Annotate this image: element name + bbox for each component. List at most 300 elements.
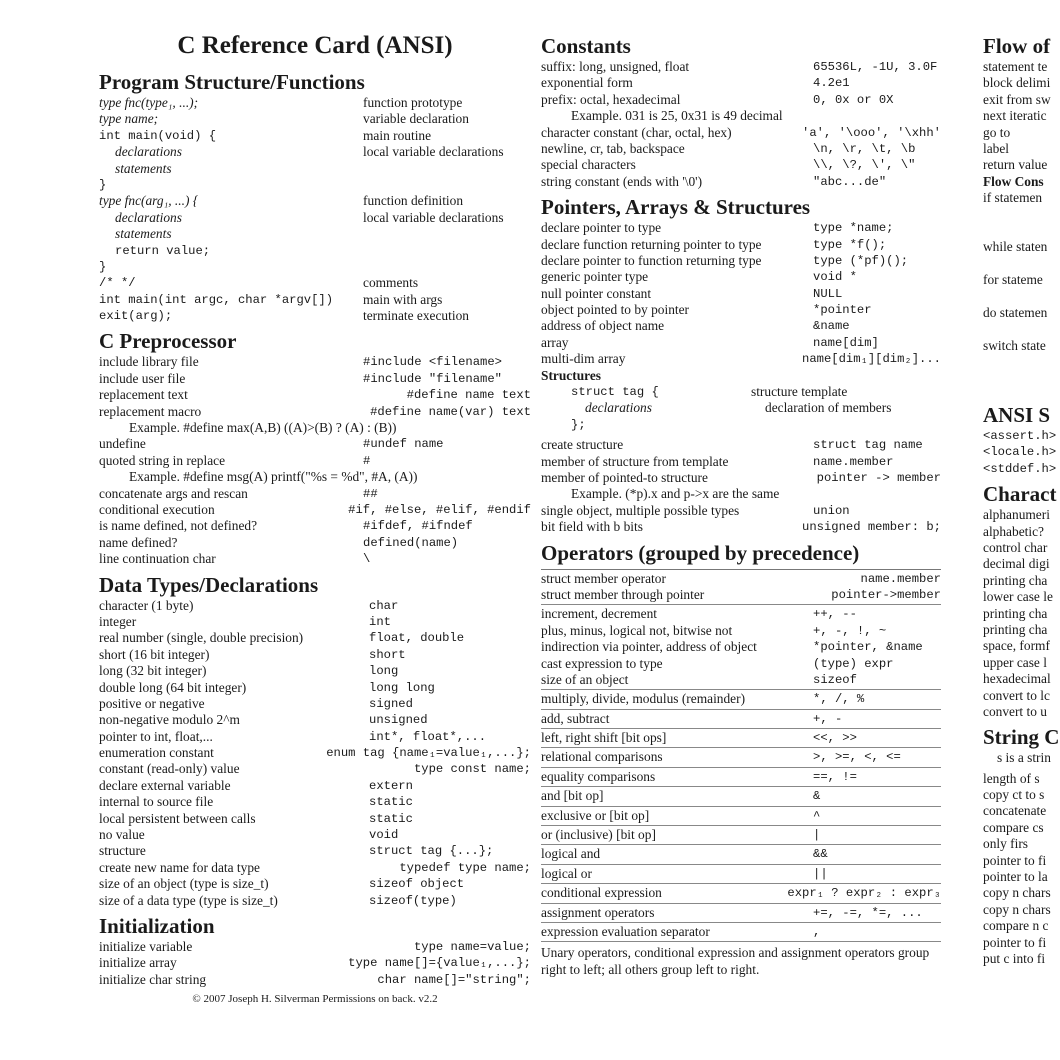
constant-row xyxy=(541,75,941,91)
code-text: #ifdef, #ifndef xyxy=(363,519,473,534)
description-text: conditional expression xyxy=(541,885,662,901)
column-1 xyxy=(99,0,531,1005)
operator-row xyxy=(541,623,941,639)
section-heading: String C xyxy=(983,725,1060,750)
code-text: #include <filename> xyxy=(363,355,502,370)
description-text: increment, decrement xyxy=(541,606,657,622)
code-text: declarations xyxy=(115,209,182,225)
code-text: return value; xyxy=(115,243,211,258)
header-file-row xyxy=(983,461,1060,477)
code-text: name[dim₁][dim₂]... xyxy=(802,352,941,367)
code-text: sizeof object xyxy=(369,877,465,892)
section-preprocessor xyxy=(99,328,531,567)
datatype-row xyxy=(99,647,531,663)
description-text: replacement text xyxy=(99,387,188,403)
datatype-row xyxy=(99,876,531,892)
text: for stateme xyxy=(983,272,1043,288)
description-text: local variable declarations xyxy=(363,209,504,225)
flow-row xyxy=(983,92,1060,108)
description-text: main routine xyxy=(363,127,432,143)
datatype-row xyxy=(99,663,531,679)
operator-row xyxy=(541,691,941,707)
description-text: is name defined, not defined? xyxy=(99,518,258,534)
header-file-row xyxy=(983,444,1060,460)
code-text: void * xyxy=(813,270,857,285)
operator-row xyxy=(541,866,941,882)
description-text: or (inclusive) [bit op] xyxy=(541,827,656,843)
code-text: type name=value; xyxy=(413,939,531,954)
text: label xyxy=(983,140,1010,156)
text: length of s xyxy=(983,770,1040,786)
flow-construction-row xyxy=(983,239,1060,255)
code-text: extern xyxy=(369,778,413,793)
datatype-row xyxy=(99,729,531,745)
string-op-row xyxy=(983,951,1060,967)
code-text: type name; xyxy=(99,111,159,127)
code-text: exit(arg); xyxy=(99,309,173,324)
section-string-operations xyxy=(983,724,1060,967)
description-text: create new name for data type xyxy=(99,859,260,875)
operator-code: *, /, % xyxy=(813,692,865,707)
operator-code: ++, -- xyxy=(813,607,857,622)
operator-code: ==, != xyxy=(813,769,857,784)
description-text: positive or negative xyxy=(99,695,205,711)
constant-row xyxy=(541,92,941,108)
operator-code: +, - xyxy=(813,711,843,726)
description-text: enumeration constant xyxy=(99,745,214,761)
code-text: char xyxy=(369,598,399,613)
description-text: long (32 bit integer) xyxy=(99,663,207,679)
code-text: \\, \?, \', \" xyxy=(813,158,916,173)
preprocessor-row xyxy=(99,518,531,534)
description-text: struct member operator xyxy=(541,570,666,586)
structure-op-row xyxy=(541,470,941,486)
text: space, formf xyxy=(983,638,1050,654)
description-text: newline, cr, tab, backspace xyxy=(541,140,685,156)
code-text: static xyxy=(369,811,413,826)
flow-construction-row xyxy=(983,207,1060,223)
text: lower case le xyxy=(983,589,1053,605)
code-text: typedef type name; xyxy=(399,860,531,875)
description-text: declare pointer to type xyxy=(541,220,662,236)
text: convert to lc xyxy=(983,687,1050,703)
operator-row xyxy=(541,769,941,785)
description-text: member of structure from template xyxy=(541,453,729,469)
text: printing cha xyxy=(983,572,1048,588)
operator-group xyxy=(541,826,941,845)
description-text: terminate execution xyxy=(363,308,469,324)
datatype-row xyxy=(99,630,531,646)
code-text: long xyxy=(369,664,399,679)
preprocessor-row xyxy=(99,436,531,452)
flow-construction-row xyxy=(983,272,1060,288)
code-text: #include "filename" xyxy=(363,371,502,386)
example-line: Example. #define max(A,B) ((A)>(B) ? (A) : (B)) xyxy=(129,420,397,436)
description-text: declaration of members xyxy=(765,400,892,416)
code-text: statements xyxy=(115,160,172,176)
description-text: member of pointed-to structure xyxy=(541,470,708,485)
operators-note: Unary operators, conditional expression and assignment operators group right to left; all others group left to right. xyxy=(541,945,930,978)
text: decimal digi xyxy=(983,556,1050,572)
description-text: generic pointer type xyxy=(541,269,649,285)
code-text: signed xyxy=(369,696,413,711)
flow-row xyxy=(983,157,1060,173)
text: hexadecimal xyxy=(983,671,1051,687)
string-op-row xyxy=(983,853,1060,869)
code-text: } xyxy=(99,177,107,192)
code-text: type fnc(type₁, ...); xyxy=(99,95,199,110)
operator-code: (type) expr xyxy=(813,656,894,671)
section-heading: C Preprocessor xyxy=(99,329,237,354)
description-text: initialize array xyxy=(99,955,177,971)
string-op-row xyxy=(983,935,1060,951)
text: copy n chars xyxy=(983,901,1051,917)
operator-row xyxy=(541,571,941,587)
char-test-row xyxy=(983,671,1060,687)
text: do statemen xyxy=(983,304,1048,320)
flow-construction-row xyxy=(983,256,1060,272)
description-text: logical and xyxy=(541,846,601,862)
section-heading: Flow of xyxy=(983,34,1051,58)
code-text: int xyxy=(369,614,391,629)
constant-row xyxy=(541,59,941,75)
section-program-structure xyxy=(99,69,531,324)
operator-group xyxy=(541,787,941,806)
description-text: equality comparisons xyxy=(541,768,656,784)
description-text: double long (64 bit integer) xyxy=(99,679,247,695)
structure-op-row xyxy=(541,454,941,470)
datatype-row xyxy=(99,680,531,696)
description-text: logical or xyxy=(541,865,592,881)
program-row xyxy=(99,226,531,242)
operator-row xyxy=(541,639,941,655)
operator-code: && xyxy=(813,847,828,862)
description-text: string constant (ends with '\0') xyxy=(541,173,703,189)
text: printing cha xyxy=(983,621,1048,637)
program-row xyxy=(99,210,531,226)
program-row xyxy=(99,128,531,144)
program-row xyxy=(99,275,531,291)
code-text: name[dim] xyxy=(813,335,879,350)
description-text: name defined? xyxy=(99,534,178,550)
description-text: structure template xyxy=(751,384,848,400)
code-text: 0, 0x or 0X xyxy=(813,92,894,107)
flow-row xyxy=(983,125,1060,141)
operator-row xyxy=(541,808,941,824)
code-text: /* */ xyxy=(99,276,136,291)
program-row xyxy=(99,308,531,324)
datatype-row xyxy=(99,811,531,827)
description-text: no value xyxy=(99,827,145,843)
description-text: comments xyxy=(363,275,419,291)
structure-op-row xyxy=(541,437,941,453)
operator-row xyxy=(541,749,941,765)
text: exit from sw xyxy=(983,91,1051,107)
datatype-row xyxy=(99,745,531,761)
text: compare cs xyxy=(983,819,1044,835)
string-op-row xyxy=(983,885,1060,901)
section-pointers xyxy=(541,194,941,535)
subheading-structures: Structures xyxy=(541,367,602,383)
pointer-row xyxy=(541,318,941,334)
description-text: suffix: long, unsigned, float xyxy=(541,59,690,74)
operator-code: pointer->member xyxy=(831,587,941,602)
structure-op-row xyxy=(541,503,941,519)
description-text: array xyxy=(541,334,569,350)
description-text: declare pointer to function returning type xyxy=(541,252,762,268)
description-text: include user file xyxy=(99,370,186,386)
operator-group xyxy=(541,748,941,767)
operator-code: +, -, !, ~ xyxy=(813,623,887,638)
operator-code: & xyxy=(813,789,821,804)
section-constants xyxy=(541,33,941,190)
preprocessor-row xyxy=(99,404,531,420)
string-op-row xyxy=(983,918,1060,934)
description-text: and [bit op] xyxy=(541,788,604,804)
char-test-row xyxy=(983,655,1060,671)
code-text: unsigned member: b; xyxy=(802,520,941,535)
preprocessor-row xyxy=(99,502,531,518)
description-text: address of object name xyxy=(541,318,665,334)
text: only firs xyxy=(983,836,1029,852)
preprocessor-row xyxy=(99,486,531,502)
operator-row xyxy=(541,827,941,843)
description-text: constant (read-only) value xyxy=(99,761,240,777)
text: <locale.h> xyxy=(983,445,1057,460)
code-text: #define name(var) text xyxy=(370,404,531,419)
description-text: size of an object xyxy=(541,671,629,687)
code-text: type *f(); xyxy=(813,237,887,252)
card-title: C Reference Card (ANSI) xyxy=(177,32,453,59)
header-file-row xyxy=(983,428,1060,444)
description-text: multi-dim array xyxy=(541,351,626,367)
char-test-row xyxy=(983,704,1060,720)
char-test-row xyxy=(983,507,1060,523)
description-text: add, subtract xyxy=(541,710,610,726)
preprocessor-row xyxy=(99,535,531,551)
code-text: NULL xyxy=(813,286,843,301)
flow-construction-row xyxy=(983,288,1060,304)
description-text: indirection via pointer, address of object xyxy=(541,639,757,655)
section-heading: Constants xyxy=(541,34,631,58)
program-row xyxy=(99,243,531,259)
text: if statemen xyxy=(983,190,1043,206)
code-text: union xyxy=(813,503,850,518)
preprocessor-row xyxy=(99,387,531,403)
operator-code: name.member xyxy=(860,571,941,586)
pointer-row xyxy=(541,269,941,285)
code-text: } xyxy=(99,259,107,274)
code-text: 4.2e1 xyxy=(813,76,850,91)
text: go to xyxy=(983,124,1011,140)
text: switch state xyxy=(983,337,1046,353)
operator-row xyxy=(541,788,941,804)
description-text: short (16 bit integer) xyxy=(99,646,210,662)
preprocessor-row xyxy=(99,354,531,370)
char-test-row xyxy=(983,622,1060,638)
operator-code: expr₁ ? expr₂ : expr₃ xyxy=(787,886,941,901)
operator-code: >, >=, <, <= xyxy=(813,750,901,765)
code-text: type const name; xyxy=(413,762,531,777)
string-op-row xyxy=(983,820,1060,836)
pointer-row xyxy=(541,253,941,269)
section-heading: Operators (grouped by precedence) xyxy=(541,540,860,565)
description-text: exponential form xyxy=(541,75,633,91)
program-row xyxy=(99,161,531,177)
constant-row xyxy=(541,141,941,157)
description-text: pointer to int, float,... xyxy=(99,728,213,744)
text: concatenate xyxy=(983,803,1047,819)
string-op-row xyxy=(983,771,1060,787)
char-test-row xyxy=(983,540,1060,556)
section-heading: Initialization xyxy=(99,913,215,938)
flow-construction-row xyxy=(983,190,1060,206)
section-character-class-tests xyxy=(983,481,1060,720)
section-heading: Data Types/Declarations xyxy=(99,572,319,597)
description-text: special characters xyxy=(541,157,636,173)
code-text: #if, #else, #elif, #endif xyxy=(348,502,531,517)
description-text: exclusive or [bit op] xyxy=(541,807,650,823)
example-line: Example. 031 is 25, 0x31 is 49 decimal xyxy=(571,108,783,124)
description-text xyxy=(363,243,531,259)
code-text: "abc...de" xyxy=(813,174,887,189)
code-text: char name[]="string"; xyxy=(377,972,531,987)
operator-code: , xyxy=(813,924,821,939)
description-text: initialize variable xyxy=(99,938,193,954)
datatype-row xyxy=(99,860,531,876)
column-2 xyxy=(541,0,941,978)
code-text: int main(void) { xyxy=(99,128,217,143)
section-heading: Charact xyxy=(983,482,1057,507)
string-op-row xyxy=(983,902,1060,918)
description-text xyxy=(363,226,531,242)
description-text: cast expression to type xyxy=(541,655,663,671)
description-text: local variable declarations xyxy=(363,144,504,160)
description-text: left, right shift [bit ops] xyxy=(541,730,667,746)
operator-group xyxy=(541,729,941,748)
char-test-row xyxy=(983,606,1060,622)
description-text: undefine xyxy=(99,436,146,452)
description-text: conditional execution xyxy=(99,501,215,517)
char-test-row xyxy=(983,556,1060,572)
code-text: short xyxy=(369,647,406,662)
string-op-row xyxy=(983,803,1060,819)
description-text: line continuation char xyxy=(99,551,216,567)
section-ansi-standard-libraries xyxy=(983,402,1060,477)
operator-group xyxy=(541,904,941,923)
description-text: relational comparisons xyxy=(541,749,663,765)
structure-template-row xyxy=(541,400,941,416)
char-test-row xyxy=(983,638,1060,654)
flow-construction-row xyxy=(983,338,1060,354)
flow-row xyxy=(983,75,1060,91)
program-row xyxy=(99,259,531,275)
operator-row xyxy=(541,711,941,727)
text: convert to u xyxy=(983,703,1047,719)
pointer-row xyxy=(541,220,941,236)
operator-row xyxy=(541,730,941,746)
datatype-row xyxy=(99,827,531,843)
description-text: multiply, divide, modulus (remainder) xyxy=(541,691,746,707)
text: control char xyxy=(983,540,1048,555)
operator-group xyxy=(541,865,941,884)
preprocessor-row xyxy=(99,453,531,469)
code-text: 'a', '\ooo', '\xhh' xyxy=(802,125,941,140)
example-line: Example. #define msg(A) printf("%s = %d", #A, (A)) xyxy=(129,469,418,485)
code-text: void xyxy=(369,828,399,843)
operator-code: +=, -=, *=, ... xyxy=(813,905,923,920)
description-text: prefix: octal, hexadecimal xyxy=(541,91,681,107)
flow-construction-row xyxy=(983,223,1060,239)
text: printing cha xyxy=(983,605,1048,621)
operator-code: | xyxy=(813,828,821,843)
flow-row xyxy=(983,141,1060,157)
datatype-row xyxy=(99,761,531,777)
code-text: int*, float*,... xyxy=(369,729,487,744)
description-text: replacement macro xyxy=(99,403,202,419)
operator-row xyxy=(541,885,941,901)
code-text: \n, \r, \t, \b xyxy=(813,141,916,156)
code-text: pointer -> member xyxy=(816,471,941,485)
code-text: declarations xyxy=(585,400,652,416)
code-text: struct tag {...}; xyxy=(369,844,494,859)
text: upper case l xyxy=(983,654,1047,670)
code-text: statements xyxy=(115,226,172,242)
text: block delimi xyxy=(983,75,1051,91)
description-text: object pointed to by pointer xyxy=(541,302,690,318)
operator-group xyxy=(541,923,941,942)
description-text: initialize char string xyxy=(99,971,207,987)
char-test-row xyxy=(983,589,1060,605)
operator-row xyxy=(541,924,941,940)
code-text: &name xyxy=(813,319,850,334)
code-text: long long xyxy=(369,680,435,695)
text: put c into fi xyxy=(983,950,1046,966)
description-text: function definition xyxy=(363,193,464,209)
description-text: declare function returning pointer to type xyxy=(541,236,762,252)
operator-row xyxy=(541,672,941,688)
operator-group xyxy=(541,845,941,864)
text: next iteratic xyxy=(983,108,1047,124)
operator-group xyxy=(541,807,941,826)
description-text: include library file xyxy=(99,354,199,370)
string-op-row xyxy=(983,836,1060,852)
description-text: size of a data type (type is size_t) xyxy=(99,892,278,908)
program-row xyxy=(99,144,531,160)
column-3 xyxy=(983,0,1060,967)
code-text: sizeof(type) xyxy=(369,893,457,908)
description-text: local persistent between calls xyxy=(99,810,256,826)
section-heading: Pointers, Arrays & Structures xyxy=(541,195,811,220)
description-text: null pointer constant xyxy=(541,285,652,301)
description-text: real number (single, double precision) xyxy=(99,630,304,646)
operator-group xyxy=(541,768,941,787)
description-text: main with args xyxy=(363,291,443,307)
operator-code: sizeof xyxy=(813,672,857,687)
datatype-row xyxy=(99,893,531,909)
pointer-row xyxy=(541,302,941,318)
text: copy ct to s xyxy=(983,787,1045,803)
operator-group xyxy=(541,884,941,903)
description-text: expression evaluation separator xyxy=(541,923,710,939)
operator-row xyxy=(541,905,941,921)
description-text: bit field with b bits xyxy=(541,519,643,535)
section-heading: Program Structure/Functions xyxy=(99,70,365,94)
char-test-row xyxy=(983,524,1060,540)
description-text: variable declaration xyxy=(363,111,469,127)
operator-group xyxy=(541,570,941,606)
description-text xyxy=(363,259,531,275)
